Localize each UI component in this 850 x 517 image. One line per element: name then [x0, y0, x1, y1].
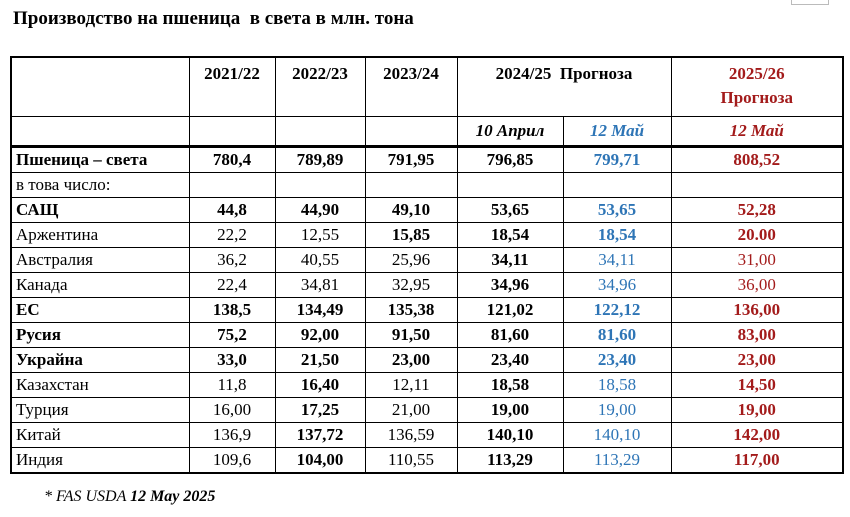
table-cell: 12,55: [275, 223, 365, 248]
table-cell: 31,00: [671, 248, 843, 273]
table-cell: 44,8: [189, 198, 275, 223]
table-cell: 36,2: [189, 248, 275, 273]
table-cell: 25,96: [365, 248, 457, 273]
table-cell: 75,2: [189, 323, 275, 348]
table-cell: 18,58: [563, 373, 671, 398]
table-cell: 12,11: [365, 373, 457, 398]
table-cell: 23,00: [365, 348, 457, 373]
table-cell: 136,9: [189, 423, 275, 448]
subheader-row: [11, 117, 843, 147]
table-cell: 122,12: [563, 298, 671, 323]
row-label: Канада: [11, 273, 189, 298]
table-cell: 32,95: [365, 273, 457, 298]
table-cell: 44,90: [275, 198, 365, 223]
footnote-source: * FAS USDA: [44, 488, 131, 505]
corner-decoration: [791, 0, 829, 5]
table-row: [11, 273, 843, 298]
table-cell: 52,28: [671, 198, 843, 223]
table-row: [11, 373, 843, 398]
table-cell: [671, 173, 843, 198]
table-cell: 34,11: [457, 248, 563, 273]
table-cell: [189, 173, 275, 198]
table-cell: 18,54: [457, 223, 563, 248]
table-cell: 81,60: [563, 323, 671, 348]
table-cell: 14,50: [671, 373, 843, 398]
table-row: [11, 348, 843, 373]
table-cell: 104,00: [275, 448, 365, 474]
row-label: Русия: [11, 323, 189, 348]
table-cell: 19,00: [563, 398, 671, 423]
table-cell: [457, 173, 563, 198]
table-cell: 136,59: [365, 423, 457, 448]
table-cell: 117,00: [671, 448, 843, 474]
row-label: Австралия: [11, 248, 189, 273]
table-cell: 16,00: [189, 398, 275, 423]
table-cell: 109,6: [189, 448, 275, 474]
table-cell: 135,38: [365, 298, 457, 323]
table-cell: 53,65: [563, 198, 671, 223]
table-cell: 21,00: [365, 398, 457, 423]
table-cell: 23,00: [671, 348, 843, 373]
table-row: [11, 147, 843, 173]
row-label: Казахстан: [11, 373, 189, 398]
table-row: [11, 423, 843, 448]
row-label: в това число:: [11, 173, 189, 198]
table-row: [11, 448, 843, 474]
table-cell: 18,54: [563, 223, 671, 248]
header-2024-25: 2024/25 Прогноза: [457, 57, 671, 117]
table-cell: 796,85: [457, 147, 563, 173]
table-cell: [275, 173, 365, 198]
table-row: [11, 248, 843, 273]
table-cell: 53,65: [457, 198, 563, 223]
table-cell: 21,50: [275, 348, 365, 373]
footnote-date: 12 May 2025: [130, 488, 216, 505]
subheader-april: 10 Април: [457, 117, 563, 147]
table-cell: 81,60: [457, 323, 563, 348]
table-cell: 808,52: [671, 147, 843, 173]
header-empty: [11, 57, 189, 117]
table-cell: 113,29: [563, 448, 671, 474]
table-cell: 22,2: [189, 223, 275, 248]
table-cell: 34,11: [563, 248, 671, 273]
page-title: Производство на пшеница в света в млн. тона: [13, 8, 414, 29]
header-2025-26: [671, 57, 843, 117]
header-2022-23: 2022/23: [275, 57, 365, 117]
table-cell: 34,81: [275, 273, 365, 298]
table-cell: 92,00: [275, 323, 365, 348]
table-cell: 20.00: [671, 223, 843, 248]
table-cell: 19,00: [457, 398, 563, 423]
table-cell: 36,00: [671, 273, 843, 298]
table-cell: 15,85: [365, 223, 457, 248]
subheader-may-2025-26: 12 Май: [671, 117, 843, 147]
row-label: Турция: [11, 398, 189, 423]
table-cell: 23,40: [563, 348, 671, 373]
table-cell: 140,10: [563, 423, 671, 448]
table-cell: 49,10: [365, 198, 457, 223]
table-cell: 136,00: [671, 298, 843, 323]
row-label: ЕС: [11, 298, 189, 323]
footnote: [44, 488, 215, 506]
table-cell: 11,8: [189, 373, 275, 398]
table-cell: [365, 173, 457, 198]
table-cell: 22,4: [189, 273, 275, 298]
header-2025-26-year: 2025/26: [728, 64, 785, 83]
row-label: САЩ: [11, 198, 189, 223]
row-label: Китай: [11, 423, 189, 448]
table-cell: 34,96: [457, 273, 563, 298]
table-row: [11, 298, 843, 323]
table-row: [11, 198, 843, 223]
table-cell: 134,49: [275, 298, 365, 323]
header-2025-26-forecast: Прогноза: [720, 88, 794, 107]
table-cell: 137,72: [275, 423, 365, 448]
table-cell: 83,00: [671, 323, 843, 348]
row-label: Пшеница – света: [11, 147, 189, 173]
table-cell: 33,0: [189, 348, 275, 373]
table-cell: 17,25: [275, 398, 365, 423]
table-cell: 799,71: [563, 147, 671, 173]
table-row: [11, 323, 843, 348]
table-row: [11, 398, 843, 423]
table-cell: 780,4: [189, 147, 275, 173]
table-cell: 23,40: [457, 348, 563, 373]
table-cell: 40,55: [275, 248, 365, 273]
table-cell: 138,5: [189, 298, 275, 323]
table-cell: 140,10: [457, 423, 563, 448]
row-label: Украйна: [11, 348, 189, 373]
wheat-production-table: [10, 56, 844, 474]
table-cell: 34,96: [563, 273, 671, 298]
table-cell: 121,02: [457, 298, 563, 323]
subheader-may: 12 Май: [563, 117, 671, 147]
table-cell: [563, 173, 671, 198]
table-cell: 142,00: [671, 423, 843, 448]
table-row: [11, 223, 843, 248]
table-cell: 789,89: [275, 147, 365, 173]
header-2021-22: 2021/22: [189, 57, 275, 117]
table-cell: 113,29: [457, 448, 563, 474]
header-row: [11, 57, 843, 117]
table-cell: 110,55: [365, 448, 457, 474]
table-cell: 791,95: [365, 147, 457, 173]
table-cell: 16,40: [275, 373, 365, 398]
header-2023-24: 2023/24: [365, 57, 457, 117]
table-cell: 91,50: [365, 323, 457, 348]
row-label: Индия: [11, 448, 189, 474]
table-cell: 19,00: [671, 398, 843, 423]
table-row: [11, 173, 843, 198]
table-cell: 18,58: [457, 373, 563, 398]
row-label: Аржентина: [11, 223, 189, 248]
